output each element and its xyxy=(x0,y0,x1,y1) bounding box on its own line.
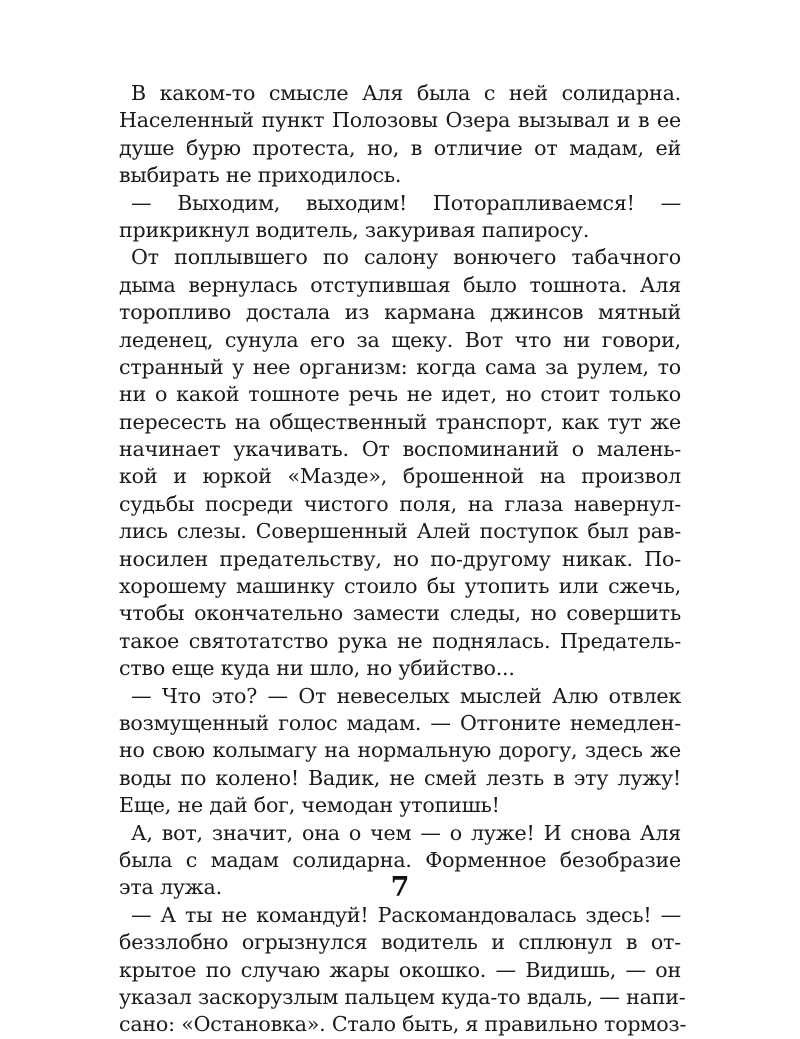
text-line: пересесть на общественный транспорт, как тут же xyxy=(119,409,681,434)
text-line: странный у нее организм: когда сама за рулем, то xyxy=(119,354,681,379)
text-line: кой и юркой «Мазде», брошенной на произвол xyxy=(119,464,681,489)
text-line: выбирать не приходилось. xyxy=(119,163,402,188)
text-line: лись слезы. Совершенный Алей поступок был рав- xyxy=(119,519,681,544)
text-line: такое святотатство рука не поднялась. Предатель- xyxy=(119,628,681,653)
text-line: От поплывшего по салону вонючего табачного xyxy=(131,245,681,270)
text-line: беззлобно огрызнулся водитель и сплюнул в от- xyxy=(119,930,681,955)
text-line: возмущенный голос мадам. — Отгоните немедлен- xyxy=(119,710,681,735)
text-line: эта лужа. xyxy=(119,875,222,900)
text-line: хорошему машинку стоило бы утопить или сжечь, xyxy=(119,574,681,599)
text-line: крытое по случаю жары окошко. — Видишь, — он xyxy=(119,957,681,982)
text-line: была с мадам солидарна. Форменное безобразие xyxy=(119,847,681,872)
text-line: леденец, сунула его за щеку. Вот что ни говори, xyxy=(119,327,681,352)
text-line: чтобы окончательно замести следы, но совершить xyxy=(119,601,681,626)
text-line: душе бурю протеста, но, в отличие от мадам, ей xyxy=(119,135,681,160)
text-line: Еще, не дай бог, чемодан утопишь! xyxy=(119,793,500,818)
text-line: начинает укачивать. От воспоминаний о малень- xyxy=(119,437,681,462)
text-line: воды по колено! Вадик, не смей лезть в эту лужу! xyxy=(119,765,681,790)
text-line: указал заскорузлым пальцем куда-то вдаль, — напи- xyxy=(119,984,686,1009)
text-line: В каком-то смысле Аля была с ней солидарна. xyxy=(131,81,681,105)
text-line: — Выходим, выходим! Поторапливаемся! — xyxy=(131,190,681,215)
text-line: Населенный пункт Полозовы Озера вызывал и в ее xyxy=(119,108,681,133)
text-line: ство еще куда ни шло, но убийство... xyxy=(119,656,515,681)
text-line: — А ты не командуй! Раскомандовалась здесь! — xyxy=(131,902,681,927)
text-line: прикрикнул водитель, закуривая папиросу. xyxy=(119,217,590,242)
text-line: дыма вернулась отступившая было тошнота. Аля xyxy=(119,272,681,297)
text-line: ни о какой тошноте речь не идет, но стоит только xyxy=(119,382,681,407)
text-line: носилен предательству, но по-другому никак. По- xyxy=(119,546,681,571)
text-line: судьбы посреди чистого поля, на глаза навернул- xyxy=(119,491,681,516)
text-line: торопливо достала из кармана джинсов мятный xyxy=(119,300,681,325)
text-line: но свою колымагу на нормальную дорогу, здесь же xyxy=(119,738,681,763)
text-line: А, вот, значит, она о чем — о луже! И снова Аля xyxy=(131,820,681,845)
text-line: — Что это? — От невеселых мыслей Алю отвлек xyxy=(131,683,681,708)
page-number: 7 xyxy=(390,872,410,903)
text-line: сано: «Остановка». Стало быть, я правильно тормоз- xyxy=(119,1012,687,1037)
